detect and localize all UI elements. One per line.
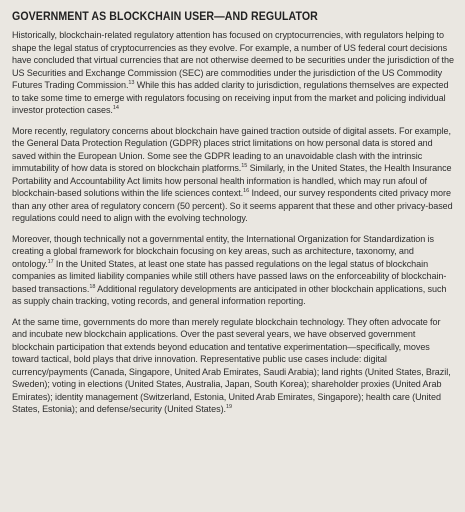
- paragraph-text: While this has added clarity to jurisdiction, regulations themselves are expected to take some time to emerge with regulators focusing on receiving input from the market and policing individual investor protection cases.: [12, 80, 449, 115]
- paragraph-text: In the United States, at least one state has passed regulations on the legal status of blockchain companies as limited liability companies while still others have passed laws on the enforceability of blockchain-based transactions.: [12, 258, 447, 294]
- paragraph-standards: [12, 233, 456, 308]
- paragraph-text: Similarly, in the United States, the Health Insurance Portability and Accountability Act limits how personal health information is handled, which may run afoul of blockchain-based solutions within the life sciences context.: [12, 163, 452, 198]
- paragraph-text: Moreover, though technically not a governmental entity, the International Organization for Standardization is creating a global framework for blockchain focusing on key areas, such as architecture, taxonomy, and ontology.: [12, 233, 434, 269]
- paragraph-text: At the same time, governments do more than merely regulate blockchain technology. They often advocate for and incubate new blockchain applications. Over the past several years, we have observed government blockchain participation that extends beyond education and tentative experimentation—specifically, moves toward tactical, bold plays that drive innovation. Representative public use cases include: digital currency/payments (Canada, Singapore, United Arab Emirates, Saudi Arabia); land rights (United States, Brazil, Sweden); voting in elections (United States, Australia, Japan, South Korea); shareholder proxies (United Arab Emirates); identity management (Switzerland, Estonia, United Arab Emirates, Singapore); health care (United States, Estonia); and defense/security (United States).: [12, 316, 451, 414]
- paragraph-crypto-regulation: [12, 29, 456, 117]
- paragraph-text: Additional regulatory developments are anticipated in other blockchain applications, such as supply chain tracking, voting records, and general information reporting.: [12, 283, 447, 306]
- paragraph-privacy-regulation: [12, 125, 456, 225]
- footnote-ref: 17: [47, 258, 54, 265]
- footnote-ref: 13: [128, 79, 135, 86]
- paragraph-text: Historically, blockchain-related regulatory attention has focused on cryptocurrencies, with regulators helping to shape the legal status of cryptocurrencies as they evolve. For example, a number of US federal court decisions have concluded that virtual currencies that are not otherwise deemed to be securities under the jurisdiction of the US Securities and Exchange Commission (SEC) are commodities under the jurisdiction of the US Commodity Futures Trading Commission.: [12, 30, 454, 90]
- paragraph-text: More recently, regulatory concerns about blockchain have gained traction outside of digital assets. For example, the General Data Protection Regulation (GDPR) places strict limitations on how personal data is stored and saved within the European Union. Some see the GDPR leading to an unavoidable clash with the intrinsic immutability of how data is stored on blockchain platforms.: [12, 125, 451, 173]
- footnote-ref: 14: [112, 104, 119, 111]
- footnote-ref: 18: [89, 283, 96, 290]
- footnote-ref: 16: [243, 187, 250, 194]
- sidebar-title: GOVERNMENT AS BLOCKCHAIN USER—AND REGULATOR: [12, 11, 318, 23]
- footnote-ref: 19: [226, 403, 233, 410]
- paragraph-public-use-cases: [12, 316, 456, 416]
- footnote-ref: 15: [241, 162, 248, 169]
- paragraph-text: Indeed, our survey respondents cited privacy more than any other area of regulatory concern (50 percent). So it seems apparent that these and other privacy-based regulations could need to align with the evolving technology.: [12, 188, 453, 223]
